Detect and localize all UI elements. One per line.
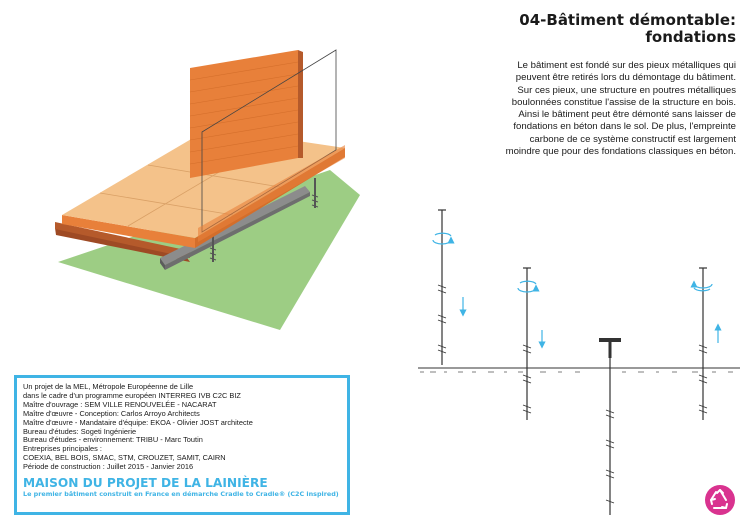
pile-step-2 bbox=[518, 268, 542, 420]
credit-line: Bureau d'études: Sogeti Ingénierie bbox=[23, 426, 137, 436]
c2c-badge bbox=[705, 485, 735, 515]
credit-line: dans le cadre d'un programme européen INTERREG IVB C2C BIZ bbox=[23, 390, 241, 400]
credit-line: Maître d'œuvre - Conception: Carlos Arroyo Architects bbox=[23, 408, 200, 418]
description-line: boulonnées constitue l'assise de la structure en bois. bbox=[511, 96, 736, 108]
description-line: moindre que pour des fondations classiques en béton. bbox=[505, 146, 736, 158]
pile-step-4 bbox=[694, 268, 718, 420]
project-tagline: Le premier bâtiment construit en France en démarche Cradle to Cradle® (C2C inspired) bbox=[23, 490, 339, 499]
recycle-icon bbox=[705, 485, 735, 515]
description-line: carbone de ce système constructif est largement bbox=[529, 133, 736, 145]
pile-step-1 bbox=[433, 210, 463, 365]
page-title-line: 04-Bâtiment démontable: bbox=[519, 11, 736, 29]
description-line: Le bâtiment est fondé sur des pieux métalliques qui bbox=[517, 60, 736, 71]
credit-line: Entreprises principales : bbox=[23, 444, 102, 454]
credit-line: Bureau d'études - environnement: TRIBU - Marc Toutin bbox=[23, 435, 203, 445]
project-title: MAISON DU PROJET DE LA LAINIÈRE bbox=[23, 476, 268, 491]
pile-step-3 bbox=[599, 338, 621, 515]
credit-line: Un projet de la MEL, Métropole Européenne de Lille bbox=[23, 382, 194, 391]
project-credits-box bbox=[14, 375, 350, 515]
page-title bbox=[476, 12, 736, 46]
description-line: Sur ces pieux, une structure en poutres métalliques bbox=[517, 84, 736, 96]
description-line: peuvent être retirés lors du démontage du bâtiment. bbox=[515, 72, 736, 84]
description-text bbox=[474, 60, 736, 158]
timber-wall-face bbox=[190, 50, 298, 178]
page-title-line: fondations bbox=[645, 28, 736, 46]
description-line: Ainsi le bâtiment peut être démonté sans laisser de bbox=[518, 109, 736, 121]
credit-line: Période de construction : Juillet 2015 - Janvier 2016 bbox=[23, 462, 194, 472]
credit-line: COEXIA, BEL BOIS, SMAC, STM, CROUZET, SAMIT, CAIRN bbox=[23, 453, 226, 463]
isometric-building bbox=[55, 50, 360, 330]
pile-sequence-diagram bbox=[418, 210, 740, 515]
description-line: fondations en béton dans le sol. De plus, l'empreinte bbox=[513, 121, 736, 133]
credit-line: Maître d'œuvre - Mandataire d'équipe: EKOA - Olivier JOST architecte bbox=[23, 417, 253, 427]
timber-wall-edge bbox=[298, 50, 303, 158]
credit-line: Maître d'ouvrage : SEM VILLE RENOUVELÉE - NACARAT bbox=[23, 399, 217, 409]
